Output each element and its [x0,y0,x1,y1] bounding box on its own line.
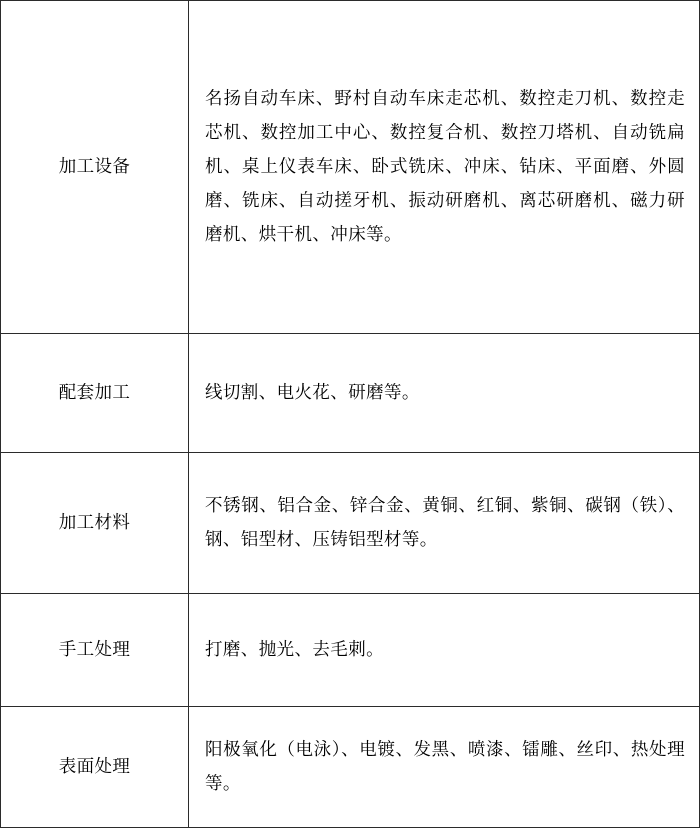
row-label-supporting: 配套加工 [1,334,189,453]
table-row [1,707,700,828]
table-row [1,594,700,707]
row-value-equipment-text: 名扬自动车床、野村自动车床走芯机、数控走刀机、数控走芯机、数控加工中心、数控复合机、数控刀塔机、自动铣扁机、桌上仪表车床、卧式铣床、冲床、钻床、平面磨、外圆磨、铣床、自动搓牙机、振动研磨机、离芯研磨机、磁力研磨机、烘干机、冲床等。 [205,88,685,246]
row-value-supporting-text: 线切割、电火花、研磨等。 [205,382,420,403]
row-label-material: 加工材料 [1,453,189,594]
row-value-supporting [189,334,700,453]
table-body [1,1,700,828]
row-value-equipment [189,1,700,334]
row-label-surface: 表面处理 [1,707,189,828]
row-value-material-text: 不锈钢、铝合金、锌合金、黄铜、红铜、紫铜、碳钢（铁）、钢、铝型材、压铸铝型材等。 [205,495,685,550]
row-value-surface [189,707,700,828]
table-row [1,1,700,334]
row-value-material [189,453,700,594]
row-value-manual-text: 打磨、抛光、去毛刺。 [205,639,384,660]
table-row [1,334,700,453]
row-label-manual: 手工处理 [1,594,189,707]
row-value-manual [189,594,700,707]
row-value-surface-text: 阳极氧化（电泳）、电镀、发黑、喷漆、镭雕、丝印、热处理等。 [205,739,685,794]
table-row [1,453,700,594]
row-label-equipment: 加工设备 [1,1,189,334]
